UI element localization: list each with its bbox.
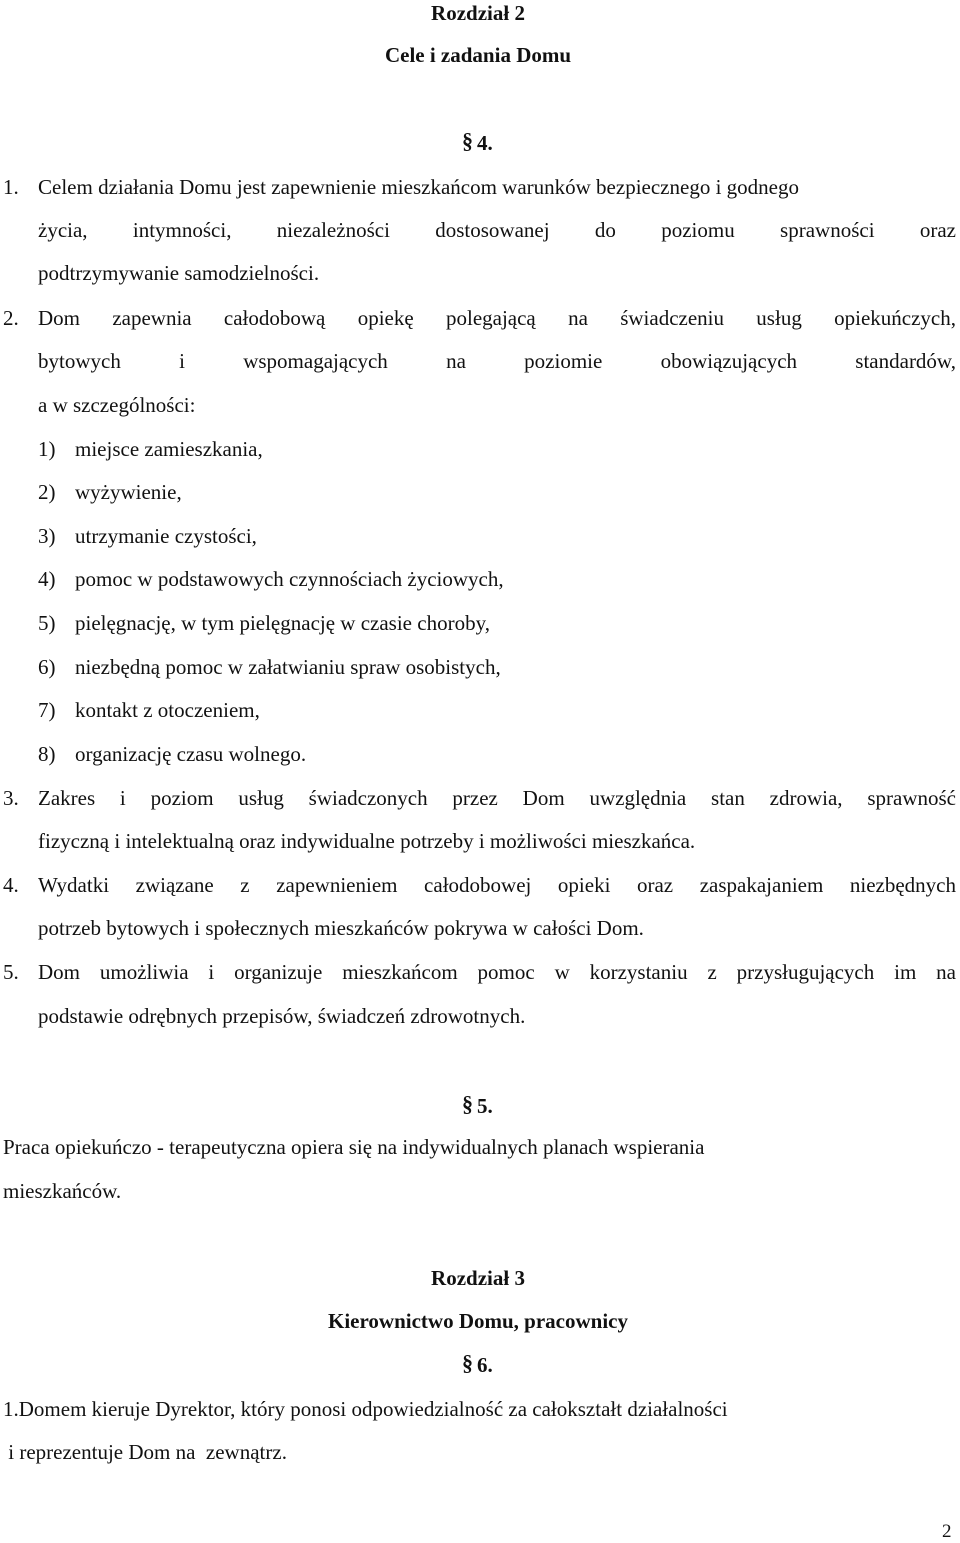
paragraph-text-line: Praca opiekuńczo - terapeutyczna opiera się na indywidualnych planach wspierania [3, 1135, 705, 1159]
item-number: 2. [3, 306, 19, 330]
list-item-text: utrzymanie czystości, [75, 524, 257, 548]
section-number: 6. [477, 1353, 493, 1377]
chapter-heading: Rozdział 2 [431, 1, 525, 25]
item-number: 1. [3, 175, 19, 199]
list-item-number: 1) [38, 437, 56, 461]
list-item-number: 2) [38, 480, 56, 504]
item-number: 3. [3, 786, 19, 810]
list-item-number: 7) [38, 698, 56, 722]
list-item-number: 5) [38, 611, 56, 635]
list-item-text: pielęgnację, w tym pielęgnację w czasie choroby, [75, 611, 490, 635]
item-text-line: potrzeb bytowych i społecznych mieszkańców pokrywa w całości Dom. [38, 916, 644, 940]
list-item-text: miejsce zamieszkania, [75, 437, 263, 461]
list-item-text: wyżywienie, [75, 480, 182, 504]
item-text-line: a w szczególności: [38, 393, 196, 417]
paragraph-text-line: mieszkańców. [3, 1179, 122, 1203]
paragraph-text-line: 1.Domem kieruje Dyrektor, który ponosi odpowiedzialność za całokształt działalności [3, 1397, 728, 1421]
list-item-number: 4) [38, 567, 56, 591]
paragraph-symbol: § [462, 1350, 473, 1375]
list-item-text: niezbędną pomoc w załatwianiu spraw osobistych, [75, 655, 501, 679]
item-text-line: podtrzymywanie samodzielności. [38, 261, 320, 285]
item-text-line: Dom zapewnia całodobową opiekę polegającą na świadczeniu usług opiekuńczych, [38, 306, 956, 330]
item-text-line: Zakres i poziom usług świadczonych przez Dom uwzględnia stan zdrowia, sprawność [38, 786, 956, 810]
section-number: 5. [477, 1094, 493, 1118]
item-text-line: życia, intymności, niezależności dostosowanej do poziomu sprawności oraz [38, 218, 956, 242]
item-text-line: podstawie odrębnych przepisów, świadczeń zdrowotnych. [38, 1004, 526, 1028]
page-number: 2 [942, 1521, 952, 1542]
list-item-text: pomoc w podstawowych czynnościach życiowych, [75, 567, 504, 591]
paragraph-text-line: i reprezentuje Dom na zewnątrz. [3, 1440, 287, 1464]
list-item-text: kontakt z otoczeniem, [75, 698, 260, 722]
chapter-title: Kierownictwo Domu, pracownicy [328, 1309, 628, 1333]
paragraph-symbol: § [462, 128, 473, 153]
chapter-heading: Rozdział 3 [431, 1266, 525, 1290]
paragraph-symbol: § [462, 1091, 473, 1116]
list-item-number: 6) [38, 655, 56, 679]
item-number: 4. [3, 873, 19, 897]
chapter-title: Cele i zadania Domu [384, 43, 572, 67]
section-number: 4. [477, 131, 493, 155]
item-text-line: fizyczną i intelektualną oraz indywidualne potrzeby i możliwości mieszkańca. [38, 829, 696, 853]
item-text-line: Dom umożliwia i organizuje mieszkańcom pomoc w korzystaniu z przysługujących im na [38, 960, 956, 984]
list-item-text: organizację czasu wolnego. [75, 742, 307, 766]
list-item-number: 8) [38, 742, 56, 766]
list-item-number: 3) [38, 524, 56, 548]
item-text-line: Celem działania Domu jest zapewnienie mieszkańcom warunków bezpiecznego i godnego [38, 175, 799, 199]
item-text-line: Wydatki związane z zapewnieniem całodobowej opieki oraz zaspakajaniem niezbędnych [38, 873, 956, 897]
item-number: 5. [3, 960, 19, 984]
item-text-line: bytowych i wspomagających na poziomie obowiązujących standardów, [38, 349, 956, 373]
